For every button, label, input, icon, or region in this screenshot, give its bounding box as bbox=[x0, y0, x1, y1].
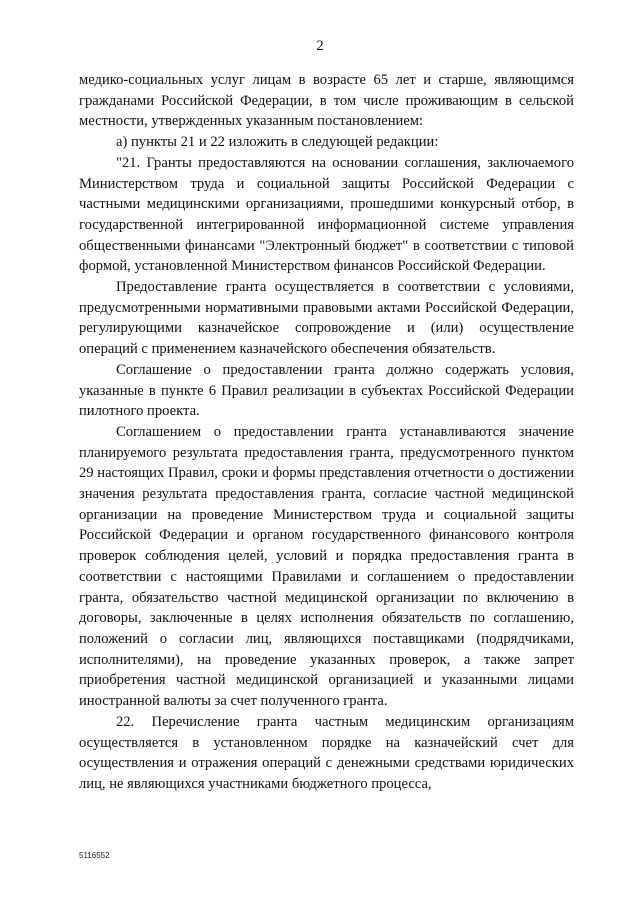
paragraph-subitem-a: а) пункты 21 и 22 изложить в следующей редакции: bbox=[116, 134, 439, 151]
paragraph-agreement-conditions: Соглашение о предоставлении гранта должно содержать условия, указанные в пункте 6 Правил реализации в субъектах Российской Федерации пилотного проекта. bbox=[79, 361, 574, 420]
document-body bbox=[79, 70, 574, 795]
document-code: 5116552 bbox=[79, 851, 110, 860]
paragraph-clause-22: 22. Перечисление гранта частным медицинским организациям осуществляется в установленном порядке на казначейский счет для осуществления и отражения операций с денежными средствами юридических лиц, не являющихся участниками бюджетного процесса, bbox=[79, 713, 574, 792]
page-number: 2 bbox=[316, 38, 324, 54]
paragraph-clause-21: "21. Гранты предоставляются на основании соглашения, заключаемого Министерством труда и социальной защиты Российской Федерации с частными медицинскими организациями, прошедшими конкурсный отбор, в государственной интегрированной информационной системе управления общественными финансами "Электронный бюджет" в соответствии с типовой формой, установленной Министерством финансов Российской Федерации. bbox=[79, 154, 574, 275]
paragraph-agreement-details: Соглашением о предоставлении гранта устанавливаются значение планируемого результата предоставления гранта, предусмотренного пунктом 29 настоящих Правил, сроки и формы представления отчетности о достижении значения результата предоставления гранта, согласие частной медицинской организации на проведение Министерством труда и социальной защиты Российской Федерации и органом государственного финансового контроля проверок соблюдения целей, условий и порядка предоставления гранта в соответствии с настоящими Правилами и соглашением о предоставлении гранта, обязательство частной медицинской организации по включению в договоры, заключенные в целях исполнения обязательств по соглашению, положений о согласии лиц, являющихся поставщиками (подрядчиками, исполнителями), на проведение указанных проверок, а также запрет приобретения частной медицинской организацией и указанными лицами иностранной валюты за счет полученного гранта. bbox=[79, 423, 574, 710]
paragraph-continuation: медико-социальных услуг лицам в возрасте 65 лет и старше, являющимся гражданами Российской Федерации, в том числе проживающим в сельской местности, утвержденных указанным постановлением: bbox=[79, 72, 574, 130]
paragraph-grant-provision: Предоставление гранта осуществляется в соответствии с условиями, предусмотренными нормативными правовыми актами Российской Федерации, регулирующими казначейское сопровождение и (или) осуществление операций с применением казначейского обеспечения обязательств. bbox=[79, 279, 574, 358]
